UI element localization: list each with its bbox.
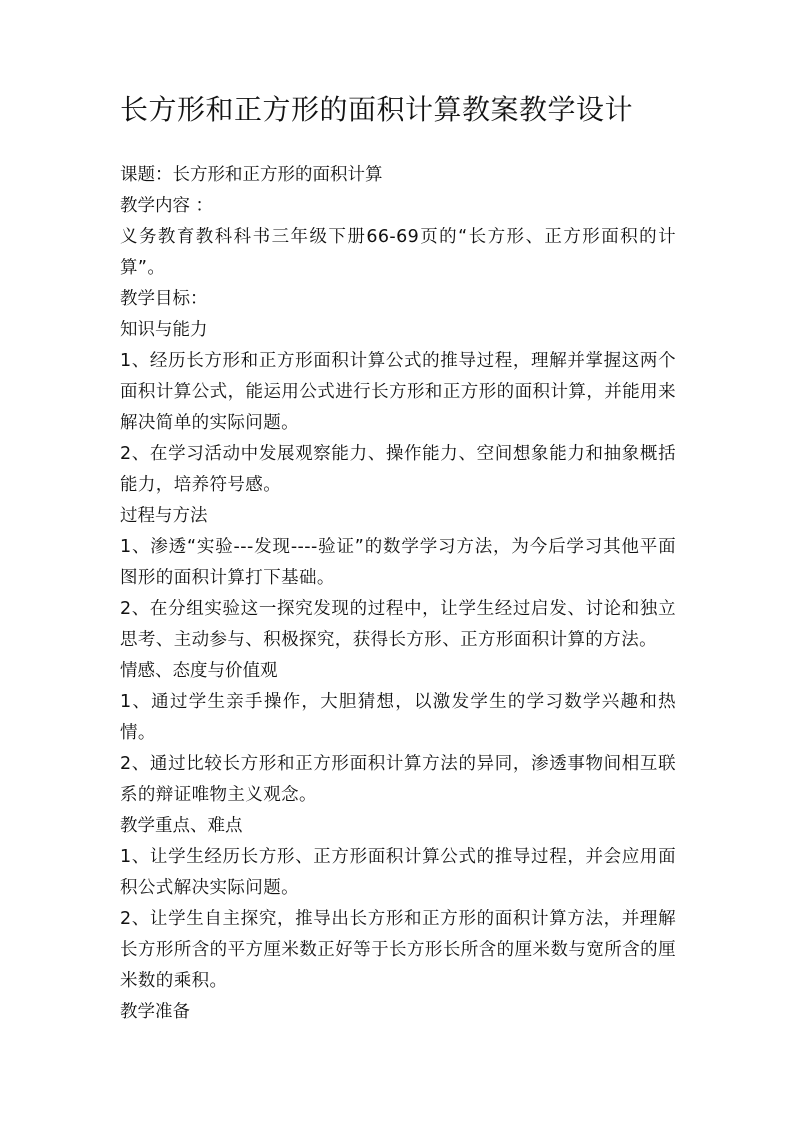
goals-heading: 教学目标： (120, 289, 208, 309)
keypoints-heading: 教学重点、难点 (120, 816, 243, 836)
attitude-item-2: 2、通过比较长方形和正方形面积计算方法的异同，渗透事物间相互联系的辩证唯物主义观念。 (120, 754, 676, 805)
document-body (120, 160, 676, 1028)
knowledge-item-2: 2、在学习活动中发展观察能力、操作能力、空间想象能力和抽象概括能力，培养符号感。 (120, 444, 676, 495)
content-text: 义务教育教科科书三年级下册66-69页的“长方形、正方形面积的计算”。 (120, 227, 676, 278)
knowledge-heading: 知识与能力 (120, 320, 208, 340)
process-item-1: 1、渗透“实验---发现----验证”的数学学习方法，为今后学习其他平面图形的面积计算打下基础。 (120, 537, 676, 588)
keypoints-item-1: 1、让学生经历长方形、正方形面积计算公式的推导过程，并会应用面积公式解决实际问题。 (120, 847, 676, 898)
attitude-heading: 情感、态度与价值观 (120, 661, 278, 681)
process-heading: 过程与方法 (120, 506, 208, 526)
preparation-heading: 教学准备 (120, 1002, 190, 1022)
topic-line: 课题：长方形和正方形的面积计算 (120, 165, 383, 185)
document-title: 长方形和正方形的面积计算教案教学设计 (120, 93, 634, 126)
content-heading: 教学内容 ： (120, 196, 214, 216)
process-item-2: 2、在分组实验这一探究发现的过程中，让学生经过启发、讨论和独立思考、主动参与、积极探究，获得长方形、正方形面积计算的方法。 (120, 599, 676, 650)
keypoints-item-2: 2、让学生自主探究，推导出长方形和正方形的面积计算方法，并理解长方形所含的平方厘米数正好等于长方形长所含的厘米数与宽所含的厘米数的乘积。 (120, 909, 676, 991)
attitude-item-1: 1、通过学生亲手操作，大胆猜想，以激发学生的学习数学兴趣和热情。 (120, 692, 676, 743)
knowledge-item-1: 1、经历长方形和正方形面积计算公式的推导过程，理解并掌握这两个面积计算公式，能运用公式进行长方形和正方形的面积计算，并能用来解决简单的实际问题。 (120, 351, 676, 433)
